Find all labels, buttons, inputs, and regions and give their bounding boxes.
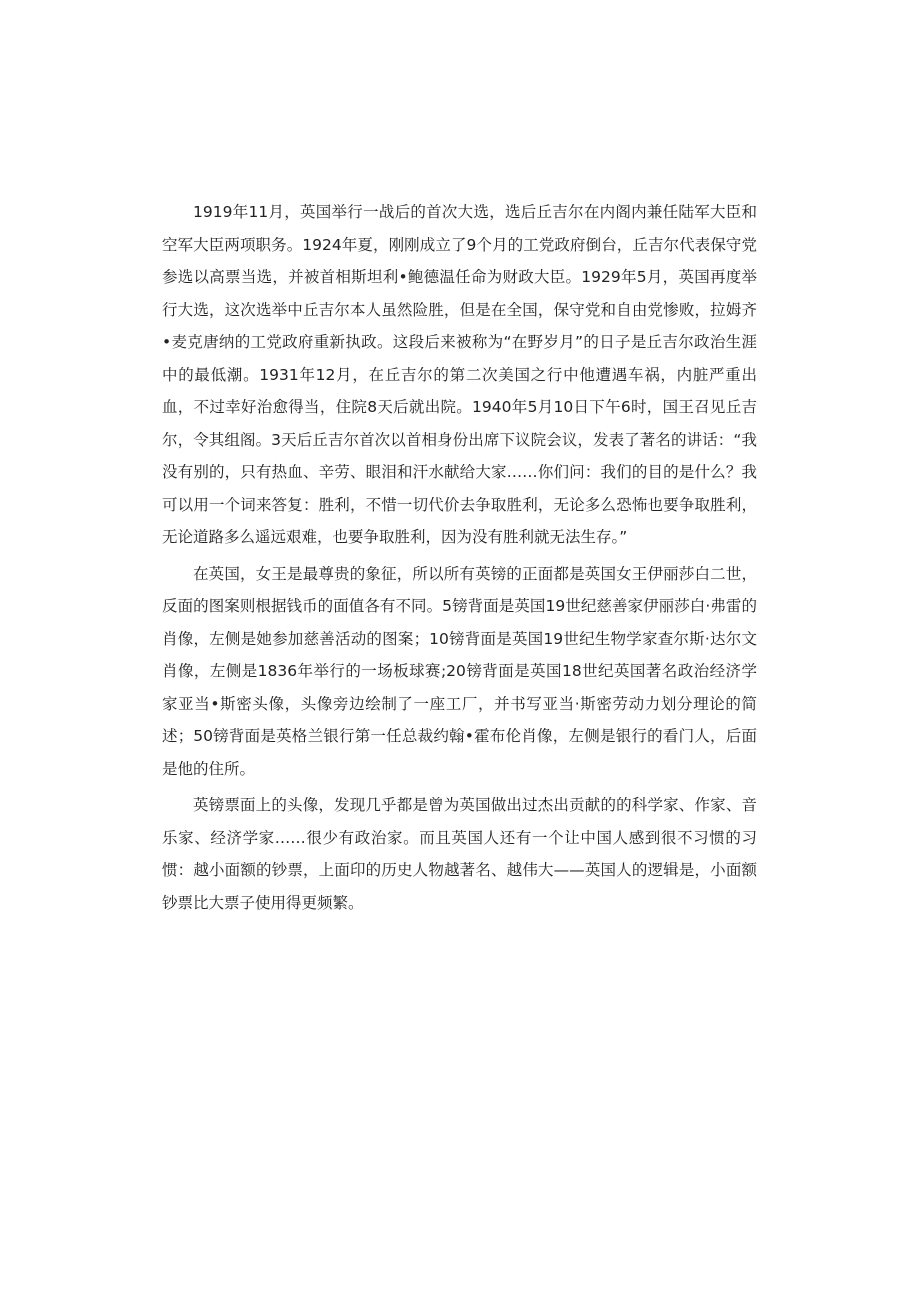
paragraph-churchill: 1919年11月，英国举行一战后的首次大选，选后丘吉尔在内阁内兼任陆军大臣和空军大臣两项职务。1924年夏，刚刚成立了9个月的工党政府倒台，丘吉尔代表保守党参选以高票当选，并被首相斯坦利•鲍德温任命为财政大臣。1929年5月，英国再度举行大选，这次选举中丘吉尔本人虽然险胜，但是在全国，保守党和自由党惨败，拉姆齐•麦克唐纳的工党政府重新执政。这段后来被称为“在野岁月”的日子是丘吉尔政治生涯中的最低潮。1931年12月，在丘吉尔的第二次美国之行中他遭遇车祸，内脏严重出血，不过幸好治愈得当，住院8天后就出院。1940年5月10日下午6时，国王召见丘吉尔，令其组阁。3天后丘吉尔首次以首相身份出席下议院会议，发表了著名的讲话：“我没有别的，只有热血、辛劳、眼泪和汗水献给大家……你们问：我们的目的是什么？我可以用一个词来答复：胜利，不惜一切代价去争取胜利，无论多么恐怖也要争取胜利，无论道路多么遥远艰难，也要争取胜利，因为没有胜利就无法生存。” bbox=[162, 203, 757, 546]
paragraph-banknote-portraits: 英镑票面上的头像，发现几乎都是曾为英国做出过杰出贡献的的科学家、作家、音乐家、经济学家……很少有政治家。而且英国人还有一个让中国人感到很不习惯的习惯：越小面额的钞票，上面印的历史人物越著名、越伟大——英国人的逻辑是，小面额钞票比大票子使用得更频繁。 bbox=[162, 796, 757, 912]
paragraph-pound-designs: 在英国，女王是最尊贵的象征，所以所有英镑的正面都是英国女王伊丽莎白二世，反面的图案则根据钱币的面值各有不同。5镑背面是英国19世纪慈善家伊丽莎白·弗雷的肖像，左侧是她参加慈善活动的图案；10镑背面是英国19世纪生物学家查尔斯·达尔文肖像，左侧是1836年举行的一场板球赛;20镑背面是英国18世纪英国著名政治经济学家亚当•斯密头像，头像旁边绘制了一座工厂，并书写亚当·斯密劳动力划分理论的简述；50镑背面是英格兰银行第一任总裁约翰•霍布伦肖像，左侧是银行的看门人，后面是他的住所。 bbox=[162, 564, 757, 778]
body-text bbox=[162, 196, 757, 923]
